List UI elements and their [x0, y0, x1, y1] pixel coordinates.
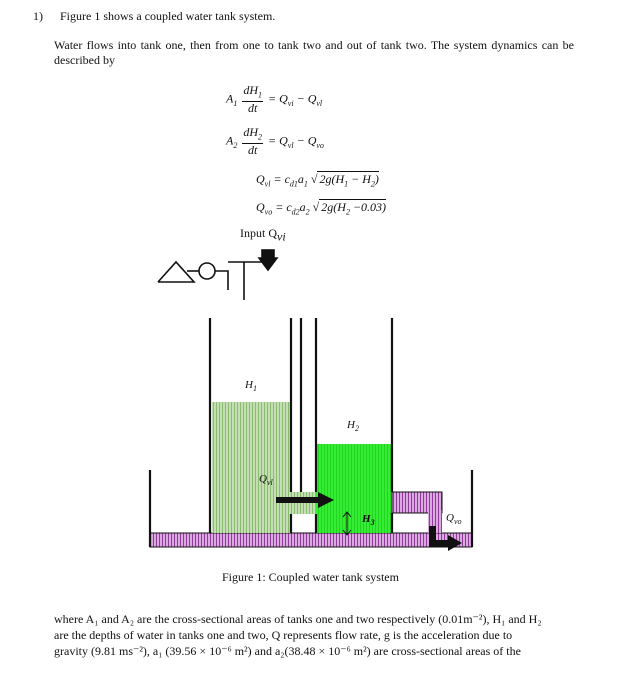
label-qvl: $Q_{vl}$	[259, 473, 273, 488]
question-title: Figure 1 shows a coupled water tank system.	[60, 9, 276, 23]
where-line-3: gravity (9.81 ms⁻²), a₁ (39.56 × 10⁻⁶ m²) and a₂(38.48 × 10⁻⁶ m²) are cross-sectional areas of the	[54, 644, 521, 658]
input-label: Input $Q_{vi}$	[240, 226, 286, 244]
label-qvo: $Q_{vo}$	[446, 512, 462, 527]
pump-valve-icon	[158, 250, 277, 300]
where-line-1: where A₁ and A₂ are the cross-sectional areas of tanks one and two respectively (0.01m⁻²), H₁ and H₂	[54, 612, 542, 626]
question-number: 1)	[33, 9, 43, 23]
label-h1: $H_1$	[245, 379, 257, 394]
equation-4: $Q_{vo} = c_{d2}a_2$ √ $2g(H_2 -0.03)$	[256, 200, 387, 217]
intro-paragraph: Water flows into tank one, then from one to tank two and out of tank two. The system dynamics can be described by	[54, 38, 574, 67]
figure-caption: Figure 1: Coupled water tank system	[222, 570, 399, 584]
outlet-pipe	[392, 492, 442, 513]
tank2-water	[316, 444, 392, 533]
tank-diagram	[0, 240, 634, 560]
base-pipe	[150, 533, 472, 547]
where-line-2: are the depths of water in tanks one and two, Q represents flow rate, g is the acceleration due to	[54, 628, 513, 642]
equation-2: $A_2$ $\frac{dH_2}{dt}$ = $Q_{vl} - Q_{vo}$	[226, 125, 324, 158]
tank1-water	[212, 402, 291, 533]
equation-3: $Q_{vl} = c_{d1}a_1$ √ $2g(H_1 - H_2)$	[256, 172, 379, 189]
label-h2: $H_2$	[347, 419, 359, 434]
label-h3: $H_3$	[362, 513, 375, 528]
equation-1: $A_1$ $\frac{dH_1}{dt}$ = $Q_{vi} - Q_{vl}$	[226, 83, 323, 116]
